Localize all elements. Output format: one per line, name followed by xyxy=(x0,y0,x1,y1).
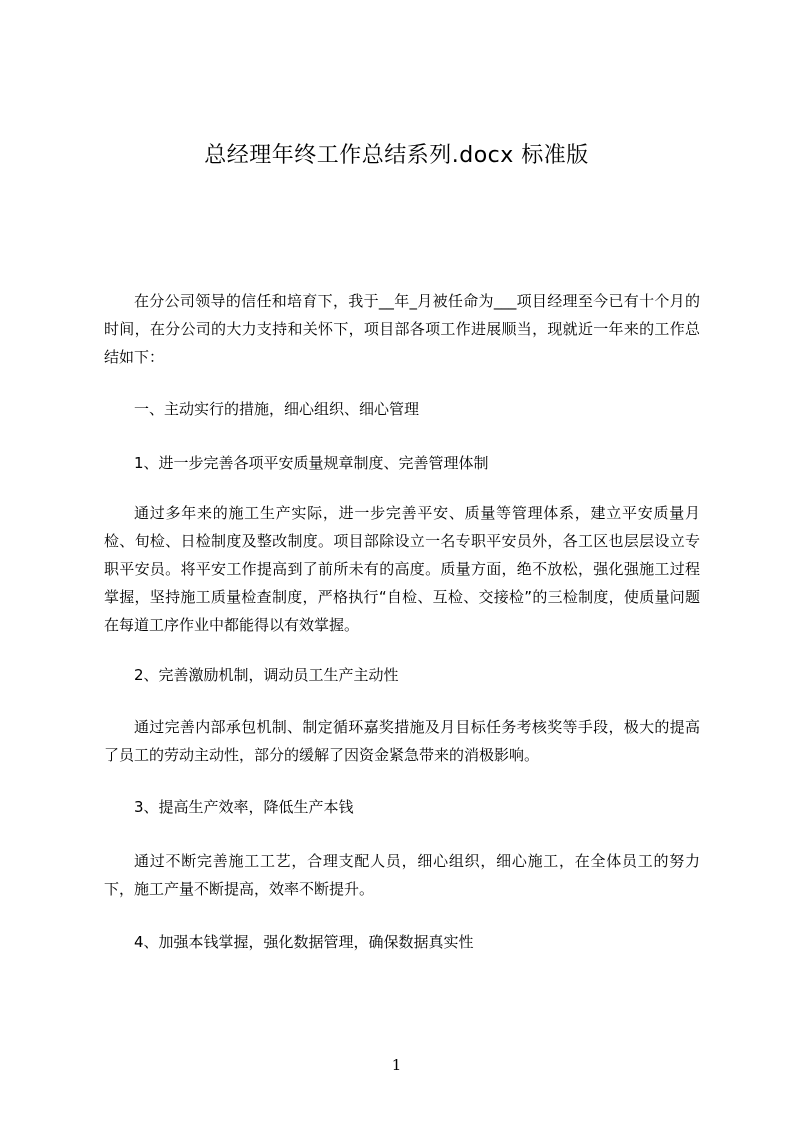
document-title: 总经理年终工作总结系列.docx 标准版 xyxy=(204,143,589,168)
intro-paragraph: 在分公司领导的信任和培育下，我于__年_月被任命为___项目经理至今已有十个月的时间，在分公司的大力支持和关怀下，项目部各项工作进展顺当，现就近一年来的工作总结如下： xyxy=(104,292,700,366)
section-heading-1: 一、主动实行的措施，细心组织、细心管理 xyxy=(134,400,420,418)
item-body-3: 通过不断完善施工工艺，合理支配人员，细心组织，细心施工，在全体员工的努力下，施工产量不断提高，效率不断提升。 xyxy=(104,852,700,898)
item-body-2: 通过完善内部承包机制、制定循环嘉奖措施及月目标任务考核奖等手段，极大的提高了员工的劳动主动性，部分的缓解了因资金紧急带来的消极影响。 xyxy=(104,718,700,764)
page-number: 1 xyxy=(391,1056,402,1074)
item-heading-4: 4、加强本钱掌握，强化数据管理，确保数据真实性 xyxy=(134,933,474,951)
item-heading-1: 1、进一步完善各项平安质量规章制度、完善管理体制 xyxy=(134,454,489,472)
item-body-1: 通过多年来的施工生产实际，进一步完善平安、质量等管理体系，建立平安质量月检、旬检、日检制度及整改制度。项目部除设立一名专职平安员外，各工区也层层设立专职平安员。将平安工作提高到了前所未有的高度。质量方面，绝不放松，强化强施工过程掌握，坚持施工质量检查制度，严格执行“自检、互检、交接检”的三检制度，使质量问题在每道工序作业中都能得以有效掌握。 xyxy=(104,504,700,634)
item-heading-3: 3、提高生产效率，降低生产本钱 xyxy=(134,798,354,816)
item-heading-2: 2、完善激励机制，调动员工生产主动性 xyxy=(134,666,399,684)
